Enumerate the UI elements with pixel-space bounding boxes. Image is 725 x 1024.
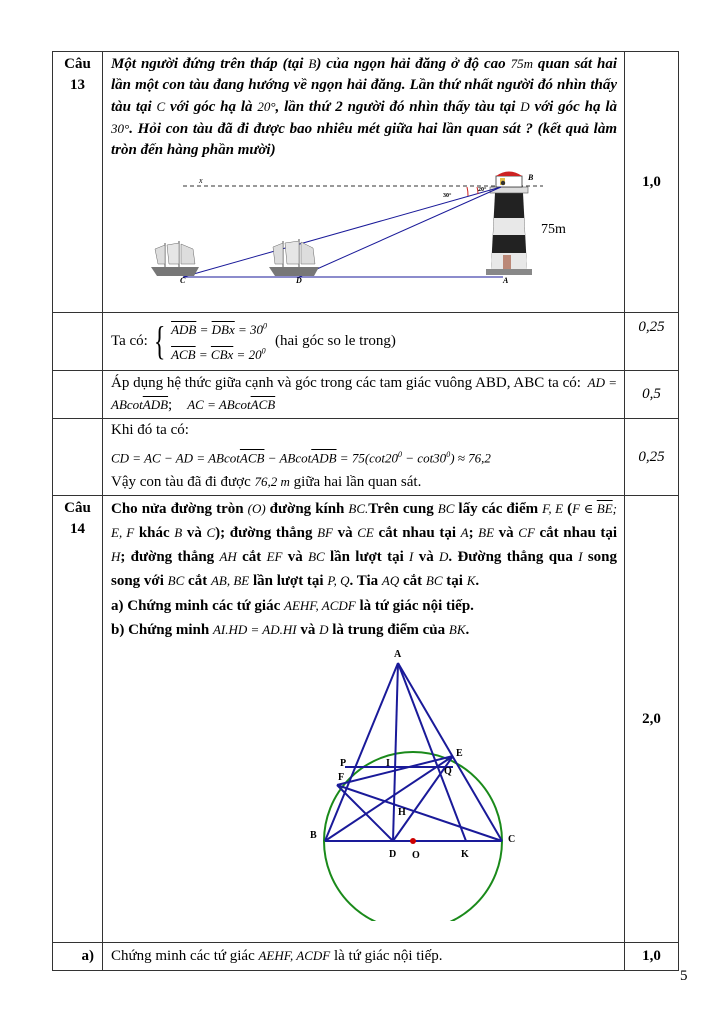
label-K: K [461, 849, 469, 861]
q13-label [53, 52, 103, 313]
label-75m: 75m [541, 222, 566, 237]
q13-sol1 [103, 315, 624, 369]
q14-row [53, 496, 679, 943]
q13-label-word: Câu [64, 56, 91, 72]
ship-D-icon [269, 239, 319, 276]
ship-C-icon [151, 241, 199, 276]
q13-content [103, 52, 625, 313]
q13-label-number: 13 [70, 77, 85, 93]
row-a-score: 1,0 [625, 943, 679, 971]
lighthouse [486, 172, 532, 276]
sol1-prefix: Ta có: [111, 332, 148, 349]
q14-score: 2,0 [625, 496, 679, 943]
q13-score: 1,0 [625, 52, 679, 313]
angle-30-arc [467, 187, 468, 196]
label-20deg: 20° [478, 187, 487, 193]
label-D: D [296, 276, 302, 283]
q13-sol2-row [53, 371, 679, 419]
center-point-O [410, 838, 416, 844]
q13-sol2: Áp dụng hệ thức giữa cạnh và góc trong các tam giác vuông ABD, ABC ta có: AD = $ABcot\overline{ADB}$; AC = $ABcot\overline{ACB}$ [111, 375, 618, 413]
q13-sol3-score: 0,25 [625, 419, 679, 496]
row-a [53, 943, 679, 971]
label-C: C [180, 276, 186, 283]
q13-sol1-row [53, 313, 679, 371]
label-A: A [503, 276, 509, 283]
sol3-conclusion: Vậy con tàu đã đi được 76,2 m giữa hai lần quan sát. [111, 474, 422, 491]
q14-part-b: b) Chứng minh AI.HD = AD.HI và D là trung điểm của BK. [111, 622, 470, 639]
row-a-label: a) [53, 943, 103, 971]
q13-sol3: Khi đó ta có: CD = AC − AD = $ABcot\overline{ACB} - ABcot\overline{ADB} = 75(\cot 20^0 - \cot 30^0) \approx 76,2$ Vậy con tàu đã đi được 76,2 m giữa hai lần quan sát. [103, 419, 624, 495]
q13-row [53, 52, 679, 313]
line-BD [299, 187, 501, 277]
brace-icon: { [153, 318, 166, 363]
q13-sol3-row [53, 419, 679, 496]
person-icon [501, 181, 505, 185]
label-Q: Q [444, 766, 452, 778]
line-BC [183, 187, 501, 277]
q14-label: Câu 14 [53, 496, 103, 943]
label-30deg: 30° [443, 193, 452, 199]
q13-statement: Một người đứng trên tháp (tại B) của ngọn hải đăng ở độ cao 75m quan sát hai lần một con tàu đang hướng về ngọn hải đăng. Lần thứ nhất người đó nhìn thấy tàu tại C với góc hạ là 20°, lần thứ 2 người đó nhìn thấy tàu tại D với góc hạ là 30°. Hỏi con tàu đã đi được bao nhiêu mét giữa hai lần quan sát ? (kết quả làm tròn đến hàng phần mười) [111, 56, 618, 158]
label-D: D [389, 849, 397, 861]
q13-sol2-score: 0,5 [625, 371, 679, 419]
label-B: B [528, 173, 534, 182]
label-I: I [386, 758, 390, 770]
row-a-text: Chứng minh các tứ giác AEHF, ACDF là tứ giác nội tiếp. [111, 948, 443, 965]
q14-part-a: a) Chứng minh các tứ giác AEHF, ACDF là tứ giác nội tiếp. [111, 598, 474, 615]
circle-figure [103, 643, 623, 921]
sol3-formula: CD = AC − AD = $ABcot\overline{ACB} - ABcot\overline{ADB} = 75(\cot 20^0 - \cot 30^0) \approx 76,2$ [111, 450, 491, 466]
sol1-note: (hai góc so le trong) [275, 332, 396, 349]
label-C: C [508, 834, 516, 846]
lighthouse-figure [103, 163, 623, 283]
label-H: H [398, 807, 406, 819]
sol1-equations: $\overline{ADB} = \overline{DBx} = 30^0$ $\overline{ACB} = \overline{CBx} = 20^0$ [171, 321, 268, 363]
q13-sol1-score: 0,25 [625, 313, 679, 371]
label-B: B [310, 830, 317, 842]
figure-labels [310, 649, 515, 861]
answer-table [52, 51, 679, 971]
q14-statement: Cho nửa đường tròn (O) đường kính BC.Trên cung BC lấy các điểm F, E (F ∈ $\overline{BE}$; E, F khác B và C); đường thẳng BF và CE cắt nhau tại A; BE và CF cắt nhau tại H; đường thẳng AH cắt EF và BC lần lượt tại I và D. Đường thẳng qua I song song với BC cắt AB, BE lần lượt tại P, Q. Tia AQ cắt BC tại K. [111, 501, 618, 590]
label-F: F [338, 772, 345, 784]
label-x: x [199, 176, 203, 185]
label-O: O [412, 850, 420, 862]
page-number: 5 [680, 968, 688, 984]
label-P: P [340, 758, 347, 770]
label-E: E [456, 748, 463, 760]
label-A: A [394, 649, 402, 661]
